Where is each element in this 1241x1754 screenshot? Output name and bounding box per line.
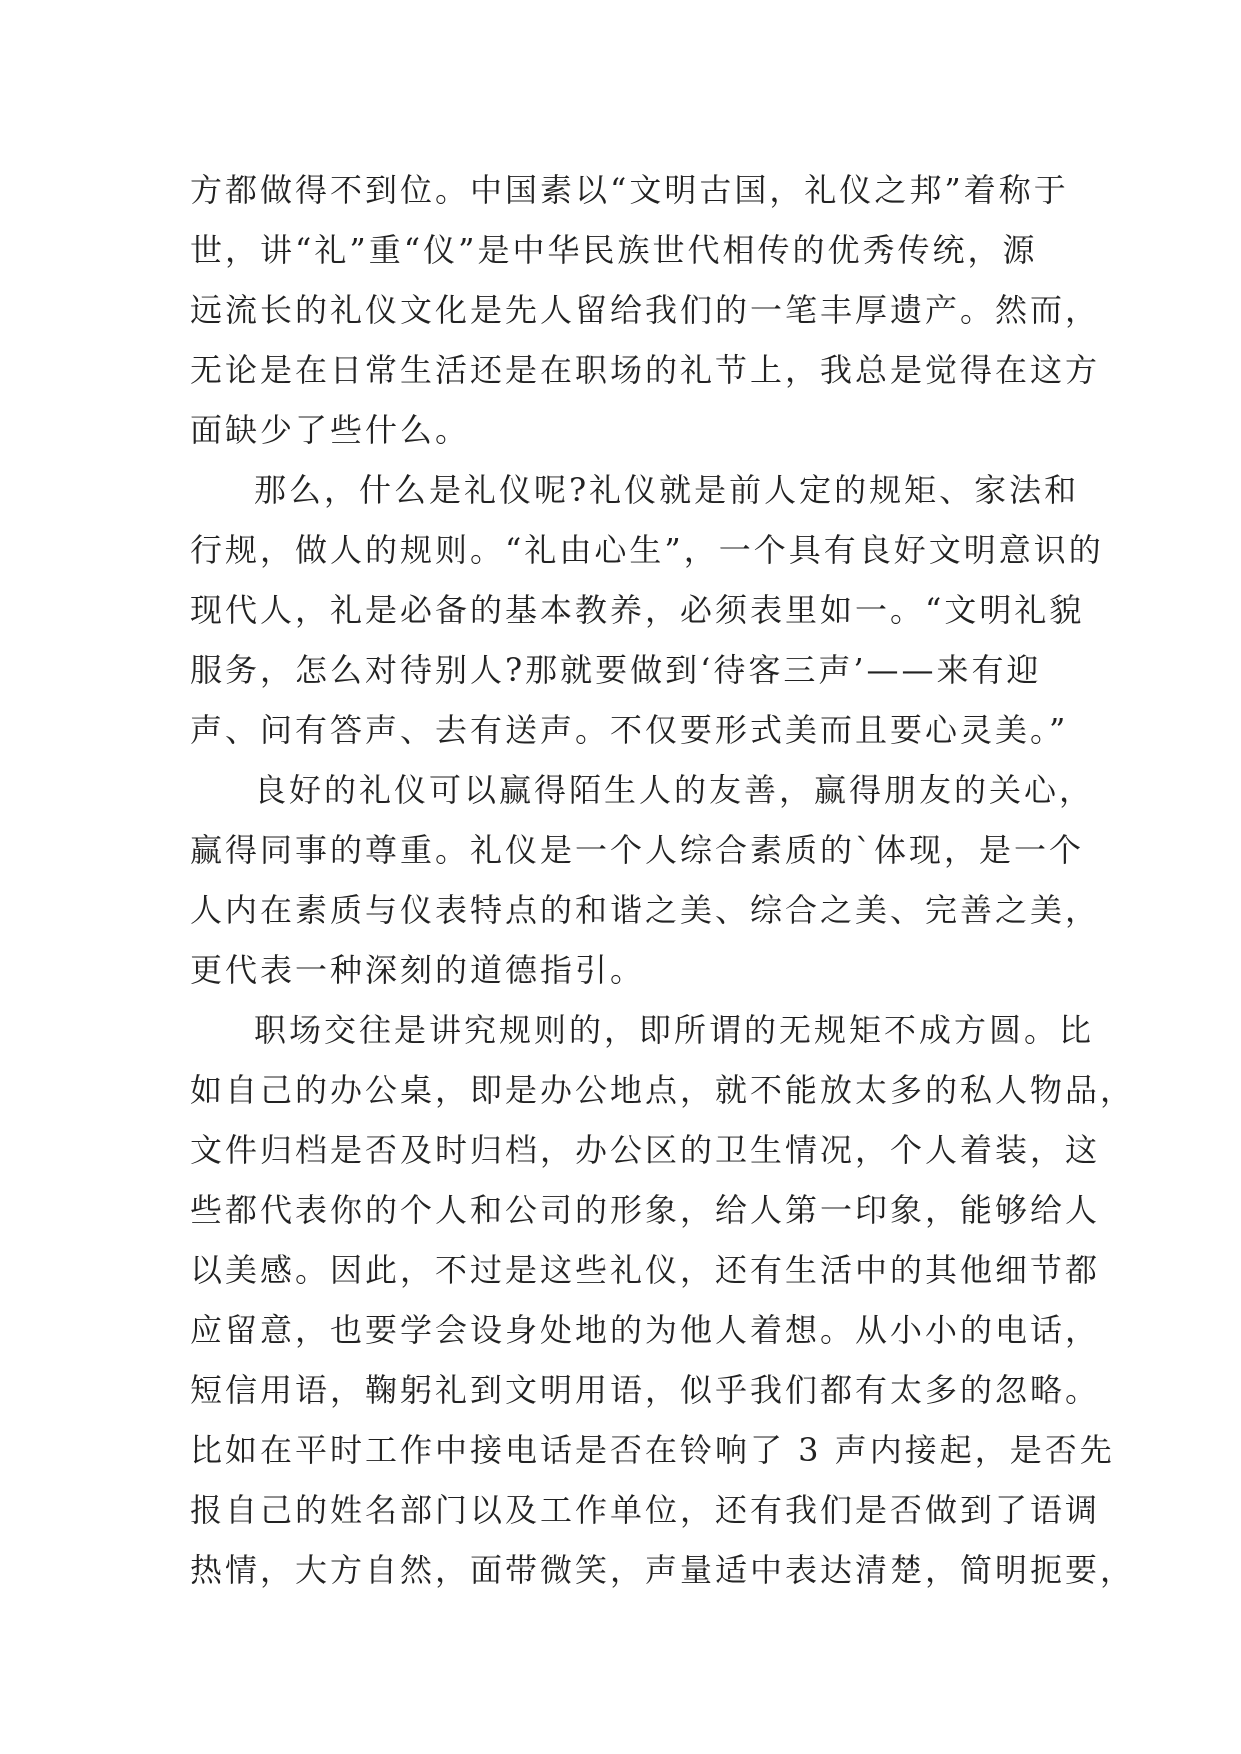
paragraph-first-line: 职场交往是讲究规则的，即所谓的无规矩不成方圆。比 [254,1011,1095,1049]
text-line: 报自己的姓名部门以及工作单位，还有我们是否做到了语调 [190,1491,1101,1529]
text-line: 热情，大方自然，面带微笑，声量适中表达清楚，简明扼要， [190,1551,1136,1589]
text-line: 服务，怎么对待别人?那就要做到‘待客三声’——来有迎 [190,651,1042,689]
text-line: 如自己的办公桌，即是办公地点，就不能放太多的私人物品， [190,1071,1136,1109]
text-line: 人内在素质与仪表特点的和谐之美、综合之美、完善之美， [190,891,1101,929]
text-line: 无论是在日常生活还是在职场的礼节上，我总是觉得在这方 [190,351,1101,389]
text-line: 以美感。因此，不过是这些礼仪，还有生活中的其他细节都 [190,1251,1101,1289]
text-line: 现代人，礼是必备的基本教养，必须表里如一。“文明礼貌 [190,591,1085,629]
text-line: 赢得同事的尊重。礼仪是一个人综合素质的`体现，是一个 [190,831,1085,869]
text-line: 远流长的礼仪文化是先人留给我们的一笔丰厚遗产。然而， [190,291,1101,329]
paragraph-first-line: 良好的礼仪可以赢得陌生人的友善，赢得朋友的关心， [254,771,1095,809]
text-line: 行规，做人的规则。“礼由心生”，一个具有良好文明意识的 [190,531,1104,569]
text-line: 世，讲“礼”重“仪”是中华民族世代相传的优秀传统，源 [190,231,1038,269]
document-body [190,160,1136,1600]
paragraph-first-line: 那么，什么是礼仪呢?礼仪就是前人定的规矩、家法和 [254,471,1080,509]
text-line: 应留意，也要学会设身处地的为他人着想。从小小的电话， [190,1311,1101,1349]
text-line: 面缺少了些什么。 [190,411,471,449]
text-line: 更代表一种深刻的道德指引。 [190,951,646,989]
text-line: 文件归档是否及时归档，办公区的卫生情况，个人着装，这 [190,1131,1101,1169]
text-line: 短信用语，鞠躬礼到文明用语，似乎我们都有太多的忽略。 [190,1371,1101,1409]
text-line: 方都做得不到位。中国素以“文明古国，礼仪之邦”着称于 [190,171,1069,209]
text-line: 声、问有答声、去有送声。不仅要形式美而且要心灵美。” [190,711,1069,749]
text-line: 些都代表你的个人和公司的形象，给人第一印象，能够给人 [190,1191,1101,1229]
text-line: 比如在平时工作中接电话是否在铃响了 3 声内接起，是否先 [190,1431,1115,1469]
